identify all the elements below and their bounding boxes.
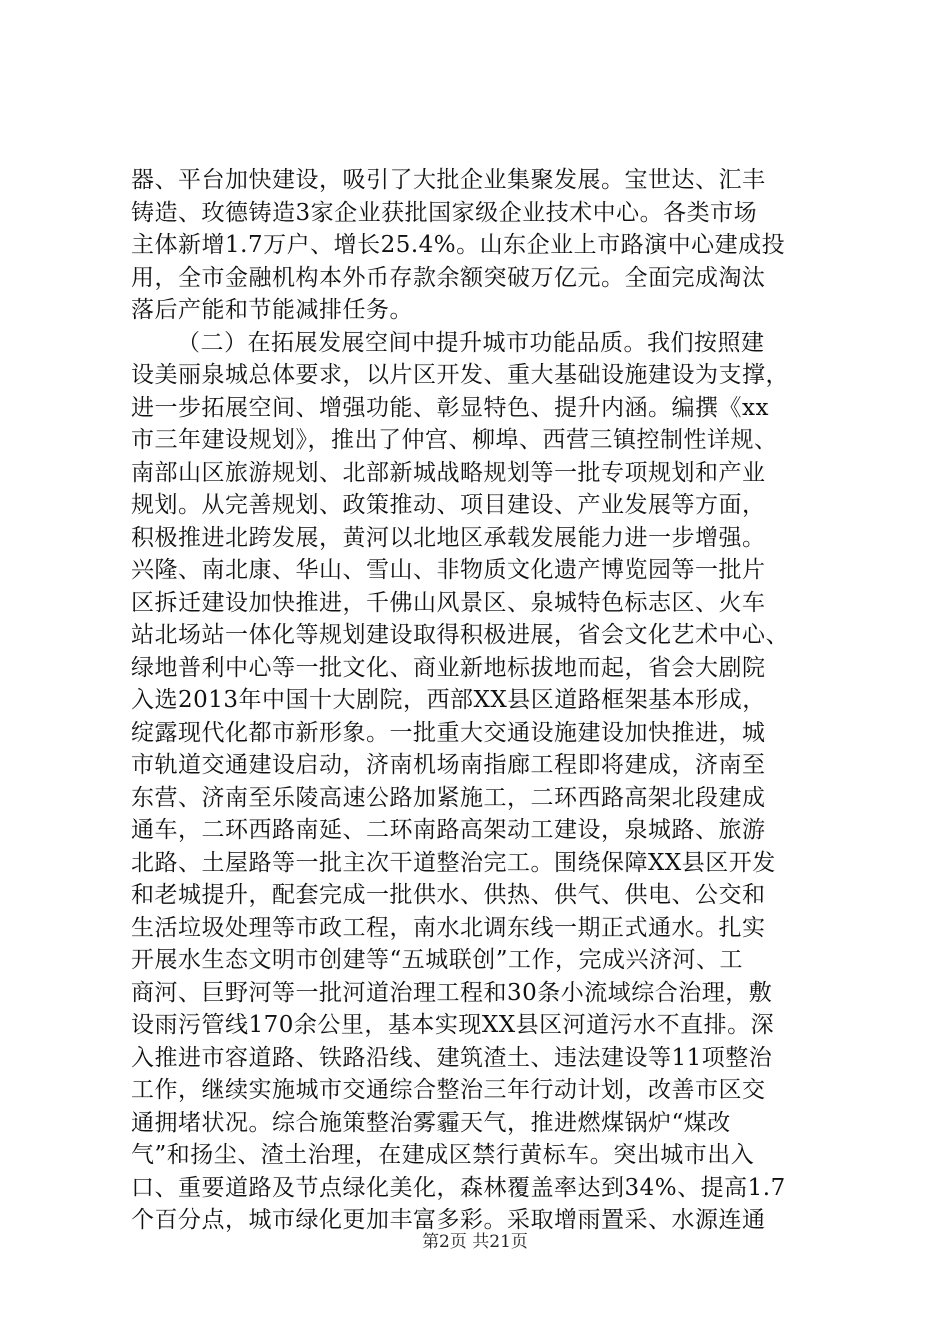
text-line: 用，全市金融机构本外币存款余额突破万亿元。全面完成淘汰	[131, 264, 766, 291]
text-line: 积极推进北跨发展，黄河以北地区承载发展能力进一步增强。	[131, 524, 766, 551]
text-line: 器、平台加快建设，吸引了大批企业集聚发展。宝世达、汇丰	[131, 167, 766, 193]
text-line: 站北场站一体化等规划建设取得积极进展，省会文化艺术中心、	[131, 622, 789, 648]
body-text	[131, 164, 831, 1237]
text-line: 个百分点，城市绿化更加丰富多彩。采取增雨置采、水源连通	[131, 1207, 766, 1233]
text-line: 气”和扬尘、渣土治理，在建成区禁行黄标车。突出城市出入	[131, 1142, 755, 1168]
text-line: 口、重要道路及节点绿化美化，森林覆盖率达到34%、提高1.7	[131, 1174, 786, 1201]
text-line: （二）在拓展发展空间中提升城市功能品质。我们按照建	[177, 329, 765, 356]
text-line: 北路、土屋路等一批主次干道整治完工。围绕保障XX县区开发	[131, 849, 776, 876]
text-line: 铸造、玫德铸造3家企业获批国家级企业技术中心。各类市场	[131, 199, 758, 226]
text-line: 生活垃圾处理等市政工程，南水北调东线一期正式通水。扎实	[131, 914, 766, 941]
page-footer	[0, 1227, 950, 1252]
text-line: 商河、巨野河等一批河道治理工程和30条小流域综合治理，敷	[131, 979, 773, 1006]
page-number: 第2页 共21页	[422, 1232, 528, 1252]
text-line: 规划。从完善规划、政策推动、项目建设、产业发展等方面，	[131, 492, 766, 518]
text-line: 区拆迁建设加快推进，千佛山风景区、泉城特色标志区、火车	[131, 589, 766, 616]
text-line: 市轨道交通建设启动，济南机场南指廊工程即将建成，济南至	[131, 752, 766, 778]
text-line: 主体新增1.7万户、增长25.4%。山东企业上市路演中心建成投	[131, 232, 786, 258]
text-line: 入推进市容道路、铁路沿线、建筑渣土、违法建设等11项整治	[131, 1044, 773, 1071]
text-line: 市三年建设规划》，推出了仲宫、柳埠、西营三镇控制性详规、	[131, 427, 778, 453]
text-line: 绽露现代化都市新形象。一批重大交通设施建设加快推进，城	[131, 719, 766, 746]
text-line: 和老城提升，配套完成一批供水、供热、供气、供电、公交和	[131, 882, 766, 908]
text-line: 落后产能和节能减排任务。	[131, 297, 413, 323]
text-line: 进一步拓展空间、增强功能、彰显特色、提升内涵。编撰《xx	[131, 394, 769, 421]
text-line: 开展水生态文明市创建等“五城联创”工作，完成兴济河、工	[131, 947, 744, 973]
text-line: 设雨污管线170余公里，基本实现XX县区河道污水不直排。深	[131, 1012, 775, 1038]
text-line: 通车，二环西路南延、二环南路高架动工建设，泉城路、旅游	[131, 817, 766, 843]
text-line: 设美丽泉城总体要求，以片区开发、重大基础设施建设为支撑，	[131, 362, 789, 388]
text-line: 通拥堵状况。综合施策整治雾霾天气，推进燃煤锅炉“煤改	[131, 1109, 731, 1136]
text-line: 东营、济南至乐陵高速公路加紧施工，二环西路高架北段建成	[131, 784, 766, 811]
text-line: 工作，继续实施城市交通综合整治三年行动计划，改善市区交	[131, 1077, 766, 1103]
text-line: 南部山区旅游规划、北部新城战略规划等一批专项规划和产业	[131, 459, 766, 486]
text-line: 兴隆、南北康、华山、雪山、非物质文化遗产博览园等一批片	[131, 557, 766, 583]
text-line: 绿地普利中心等一批文化、商业新地标拔地而起，省会大剧院	[131, 654, 766, 681]
text-line: 入选2013年中国十大剧院，西部XX县区道路框架基本形成，	[131, 687, 766, 713]
